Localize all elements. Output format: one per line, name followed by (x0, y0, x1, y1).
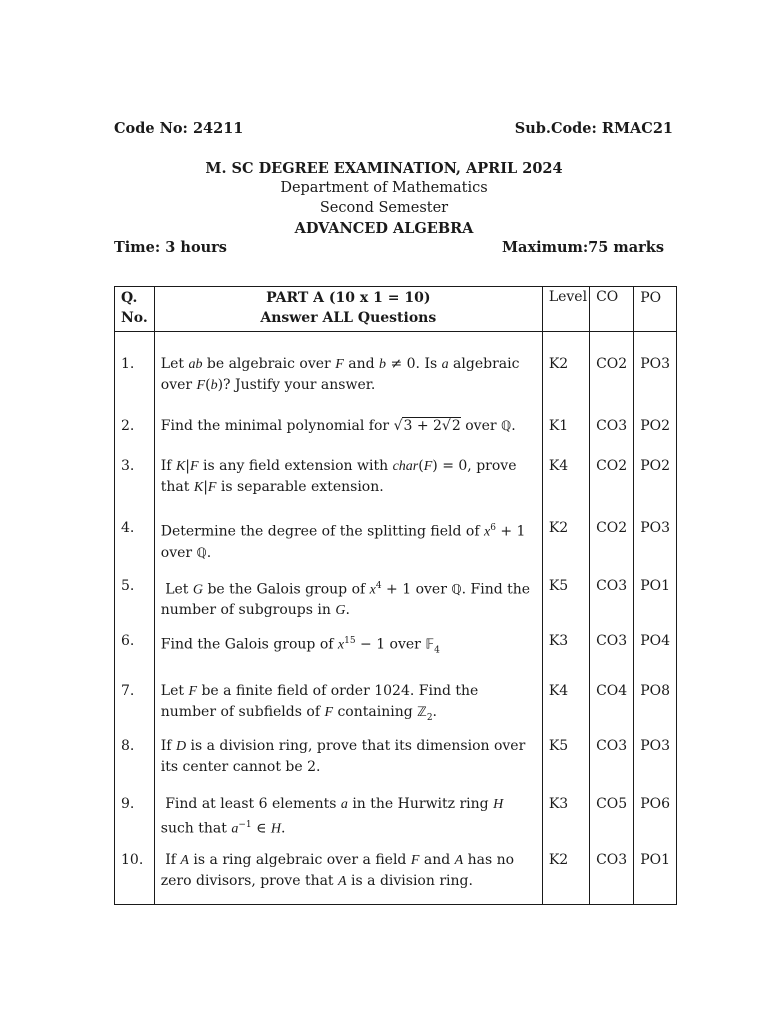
question-level: K4 (542, 446, 589, 506)
question-level: K2 (542, 840, 589, 905)
part-instruction: Answer ALL Questions (260, 310, 437, 326)
question-number: 7. (115, 669, 155, 728)
question-co: CO3 (590, 406, 634, 446)
question-number: 9. (115, 784, 155, 840)
table-row (115, 506, 677, 564)
part-header (154, 287, 542, 332)
question-po: PO3 (634, 506, 677, 564)
question-text: If K|F is any field extension with char(F) = 0, prove that K|F is separable extension. (154, 446, 542, 506)
semester: Second Semester (319, 200, 449, 216)
po-header: PO (634, 287, 677, 332)
table-header-row (115, 287, 677, 332)
department: Department of Mathematics (280, 180, 488, 196)
question-level: K5 (542, 728, 589, 784)
question-co: CO5 (590, 784, 634, 840)
question-text: If A is a ring algebraic over a field F and A has no zero divisors, prove that A is a division ring. (154, 840, 542, 905)
question-po: PO1 (634, 564, 677, 622)
question-number: 6. (115, 621, 155, 669)
question-co: CO3 (590, 621, 634, 669)
question-number: 1. (115, 332, 155, 407)
question-po: PO6 (634, 784, 677, 840)
question-co: CO3 (590, 728, 634, 784)
level-header: Level (542, 287, 589, 332)
question-po: PO2 (634, 446, 677, 506)
table-row (115, 669, 677, 728)
question-po: PO4 (634, 621, 677, 669)
question-po: PO3 (634, 728, 677, 784)
question-text: Let F be a finite field of order 1024. Find the number of subfields of F containing ℤ$_2$. (154, 669, 542, 728)
table-row (115, 840, 677, 905)
question-po: PO8 (634, 669, 677, 728)
question-text: If D is a division ring, prove that its dimension over its center cannot be 2. (154, 728, 542, 784)
question-co: CO2 (590, 506, 634, 564)
table-row (115, 406, 677, 446)
question-number: 2. (115, 406, 155, 446)
table-row (115, 728, 677, 784)
table-row (115, 564, 677, 622)
question-number: 3. (115, 446, 155, 506)
table-row (115, 332, 677, 407)
question-level: K2 (542, 506, 589, 564)
question-number: 10. (115, 840, 155, 905)
question-level: K2 (542, 332, 589, 407)
question-co: CO2 (590, 332, 634, 407)
exam-title: M. SC DEGREE EXAMINATION, APRIL 2024 (205, 160, 563, 177)
question-level: K4 (542, 669, 589, 728)
question-text: Determine the degree of the splitting field of $x^6 + 1$ over ℚ. (154, 506, 542, 564)
subject-title: ADVANCED ALGEBRA (294, 220, 474, 237)
question-text: Let G be the Galois group of $x^4 + 1$ over ℚ. Find the number of subgroups in G. (154, 564, 542, 622)
question-level: K3 (542, 621, 589, 669)
maximum-marks: Maximum:75 marks (502, 239, 664, 256)
question-text: Let ab be algebraic over F and b ≠ 0. Is a algebraic over F(b)? Justify your answer. (154, 332, 542, 407)
question-text: Find at least 6 elements a in the Hurwitz ring H such that $a^{-1}$ ∈ H. (154, 784, 542, 840)
table-row (115, 621, 677, 669)
question-po: PO2 (634, 406, 677, 446)
code-number: Code No: 24211 (114, 120, 244, 137)
question-co: CO3 (590, 840, 634, 905)
table-row (115, 446, 677, 506)
question-co: CO4 (590, 669, 634, 728)
qno-header: Q. No. (115, 287, 155, 332)
time-allowed: Time: 3 hours (114, 239, 227, 256)
question-number: 4. (115, 506, 155, 564)
question-text: Find the minimal polynomial for √3 + 2√2 over ℚ. (154, 406, 542, 446)
question-level: K5 (542, 564, 589, 622)
subject-code: Sub.Code: RMAC21 (514, 120, 673, 137)
question-po: PO1 (634, 840, 677, 905)
question-level: K3 (542, 784, 589, 840)
question-number: 5. (115, 564, 155, 622)
question-level: K1 (542, 406, 589, 446)
table-row (115, 784, 677, 840)
question-number: 8. (115, 728, 155, 784)
questions-table (114, 286, 677, 905)
question-po: PO3 (634, 332, 677, 407)
part-title: PART A (10 x 1 = 10) (266, 290, 431, 306)
question-text: Find the Galois group of $x^{15} - 1$ over 𝔽$_4$ (154, 621, 542, 669)
question-co: CO2 (590, 446, 634, 506)
question-co: CO3 (590, 564, 634, 622)
co-header: CO (590, 287, 634, 332)
